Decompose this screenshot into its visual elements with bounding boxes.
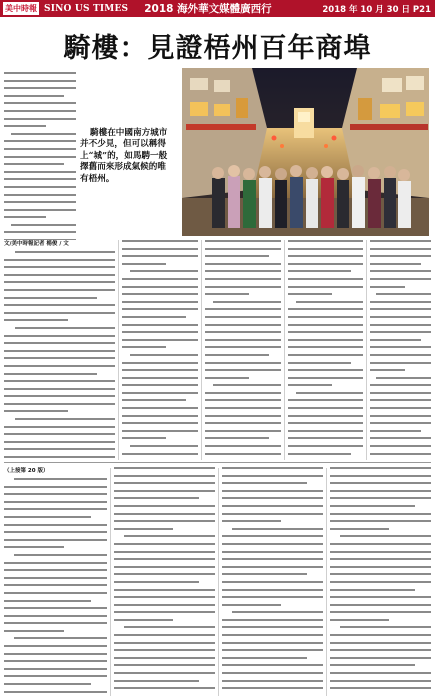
article-column-4 xyxy=(288,240,363,460)
section-title: 2018 海外華文媒體廣西行 xyxy=(144,3,272,15)
article-column-9 xyxy=(330,467,431,697)
newspaper-logo: 美中時報 xyxy=(5,4,37,13)
article-column-8 xyxy=(222,467,323,697)
issue-date-page: 2018 年 10 月 30 日 P21 xyxy=(322,5,431,15)
newspaper-name-en: SINO US TIMES xyxy=(44,3,129,14)
article-byline: 文/美中時報記者 楊俊 / 文 xyxy=(4,241,69,247)
article-column-7 xyxy=(114,467,215,697)
article-column-top-left xyxy=(4,72,76,240)
column-divider xyxy=(201,240,202,460)
group-photo-arcade-street xyxy=(182,68,429,236)
column-divider xyxy=(218,468,219,696)
article-column-6 xyxy=(4,467,107,697)
continuation-label: （上接第 20 版） xyxy=(4,468,49,474)
column-divider xyxy=(284,240,285,460)
article-column-5 xyxy=(370,240,431,460)
article-column-1 xyxy=(4,240,115,460)
column-divider xyxy=(118,240,119,460)
article-column-2 xyxy=(122,240,198,460)
article-headline: 騎樓：見證梧州百年商埠 xyxy=(63,33,372,64)
photo-caption: 騎樓在中國南方城市并不少見，但可以稱得上“城”的，如馬騁一般擇舊而來形成氣候的唯有梧州。 xyxy=(80,128,168,184)
masthead-bar xyxy=(0,0,435,17)
section-divider xyxy=(4,462,431,463)
column-divider xyxy=(366,240,367,460)
column-divider xyxy=(326,468,327,696)
article-column-3 xyxy=(205,240,281,460)
column-divider xyxy=(110,468,111,696)
